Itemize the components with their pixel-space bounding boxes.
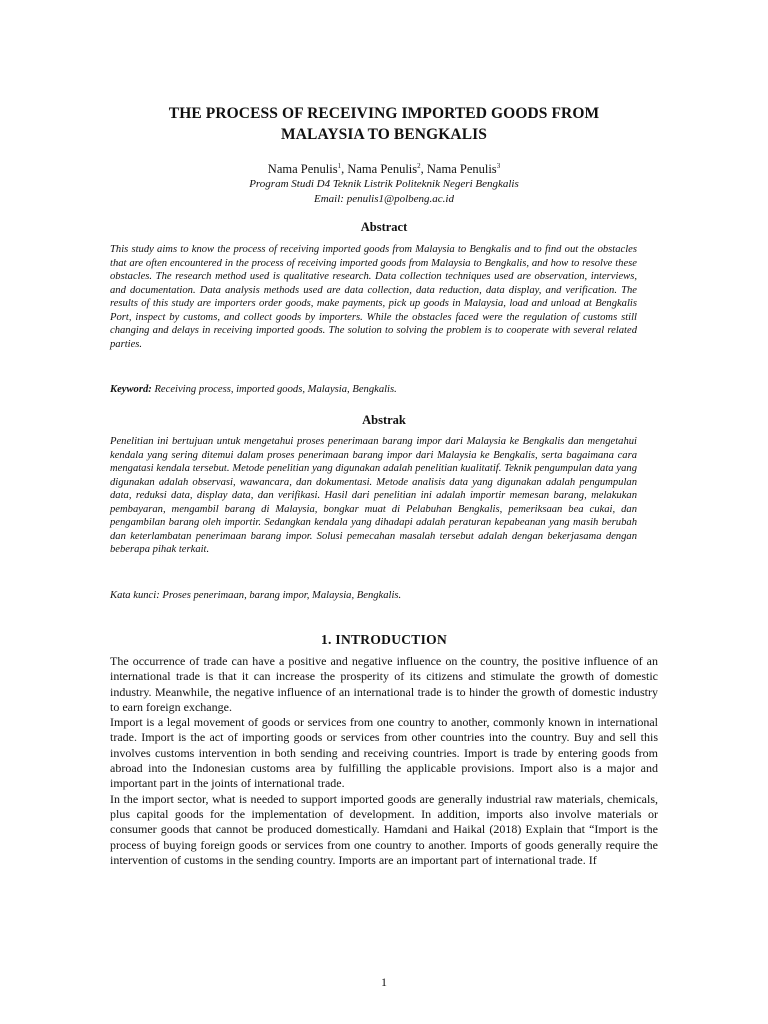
author-name: Nama Penulis [267,162,338,176]
author-affiliation: Program Studi D4 Teknik Listrik Politeknik Negeri Bengkalis [249,178,519,190]
introduction-paragraph: Import is a legal movement of goods or services from one country to another, commonly known in international trade. Import is the act of importing goods or services from other countries into the country. Buy and sell this involves customs intervention in both sending and receiving countries. Import is trade by entering goods from abroad into the Indonesian customs area by fulfilling the applicable provisions. Import also is a major and important part in the joints of international trade. [110,715,658,791]
page-number: 1 [381,975,387,989]
section-heading-introduction: 1. INTRODUCTION [320,632,447,647]
keyword-line [110,383,637,397]
kata-kunci-line: Kata kunci: Proses penerimaan, barang impor, Malaysia, Bengkalis. [110,590,402,601]
author-email: Email: penulis1@polbeng.ac.id [314,193,454,205]
abstrak-heading: Abstrak [362,413,406,427]
author-affiliation-mark: 2 [417,161,421,170]
abstract-heading: Abstract [360,220,408,234]
author-affiliation-mark: 1 [337,161,342,170]
author-separator: , [420,162,427,176]
introduction-body [110,654,658,868]
abstrak-body: Penelitian ini bertujuan untuk mengetahui proses penerimaan barang impor dari Malaysia ke Bengkalis dan mengetahui kendala yang sering ditemui dalam proses penerimaan barang impor dari Malaysia ke Bengkalis, serta bagaimana cara mengatasi kendala tersebut. Metode penelitian yang digunakan adalah penelitian kualitatif. Teknik pengumpulan data yang digunakan adalah observasi, wawancara, dan dokumentasi. Metode analisis data yang digunakan adalah pengumpulan data, reduksi data, display data, dan verifikasi. Hasil dari penelitian ini adalah importir memesan barang, melakukan pembayaran, mengambil barang di Malaysia, bongkar muat di Pelabuhan Bengkalis, pemeriksaan bea cukai, dan pengambilan barang oleh importir. Sedangkan kendala yang dihadapi adalah peraturan kepabeanan yang masih berubah dan keterlambatan penerimaan barang impor. Solusi pemecahan masalah tersebut adalah dengan bekerjasama dengan beberapa pihak terkait. [110,436,637,556]
author-separator: , [341,162,348,176]
introduction-paragraph: The occurrence of trade can have a positive and negative influence on the country, the positive influence of an international trade is that it can increase the prosperity of its citizens and stimulate the growth of domestic industry. Meanwhile, the negative influence of an international trade is to hinder the growth of domestic industry to earn foreign exchange. [110,654,658,714]
author-name: Nama Penulis [347,162,418,176]
introduction-paragraph: In the import sector, what is needed to support imported goods are generally industrial raw materials, chemicals, plus capital goods for the implementation of development. In addition, imports also involve materials or consumer goods that cannot be produced domestically. Hamdani and Haikal (2018) Explain that “Import is the process of buying foreign goods or services from one country to another. Imports of goods generally require the intervention of customs in the sending country. Imports are an important part of international trade. If [110,791,658,867]
paper-title-line-2: MALAYSIA TO BENGKALIS [281,126,487,143]
keyword-value: Receiving process, imported goods, Malaysia, Bengkalis. [154,384,397,395]
author-affiliation-mark: 3 [496,161,501,170]
author-list [110,161,658,177]
paper-title-line-1: THE PROCESS OF RECEIVING IMPORTED GOODS FROM [168,105,600,122]
author-name: Nama Penulis [426,162,497,176]
paper-title [100,103,668,145]
keyword-label: Keyword: [110,384,152,395]
abstract-body: This study aims to know the process of receiving imported goods from Malaysia to Bengkalis and to find out the obstacles that are often encountered in the process of receiving imported goods from Malaysia to Bengkalis, and how to resolve these obstacles. The research method used is qualitative research. Data collection techniques used are observation, interviews, and documentation. Data analysis methods used are data collection, data reduction, data display, and verification. The results of this study are importers order goods, make payments, pick up goods in Malaysia, load and unload at Bengkalis Port, inspect by customs, and collect goods by importers. While the obstacles faced were the regulation of customs still changing and delays in receiving imported goods. The solution to solving the problem is to cooperate with several related parties. [110,244,637,350]
